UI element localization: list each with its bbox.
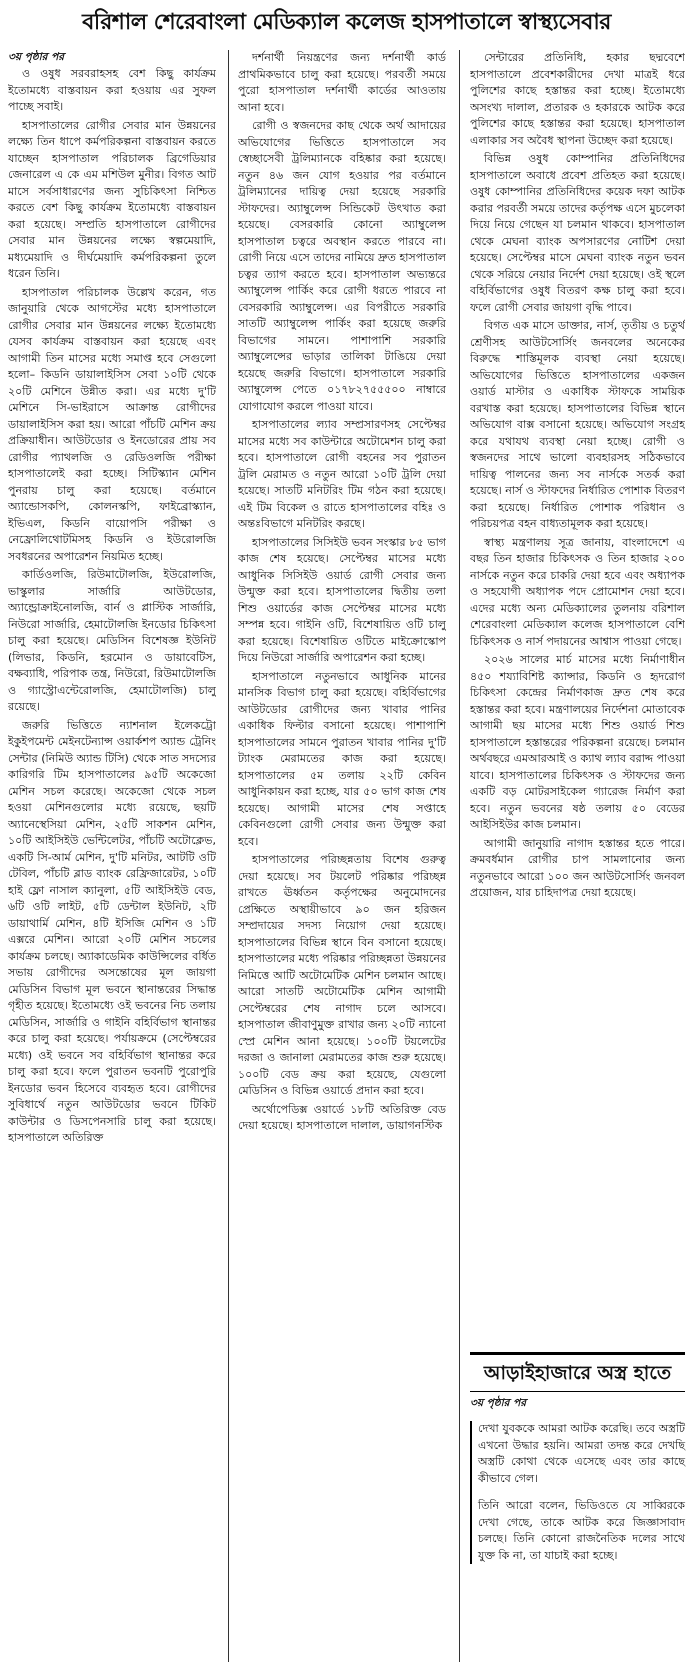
second-story	[470, 1352, 685, 1575]
paragraph: আগামী জানুয়ারি নাগাদ হস্তান্তর হতে পারে। ক্রমবর্ধমান রোগীর চাপ সামলানোর জন্য নতুনভাবে আরো ১০০ জন আউটসোর্সিং জনবল প্রয়োজন, যার চাহিদাপত্র দেয়া হয়েছে।	[470, 836, 685, 899]
second-story-headline: আড়াইহাজারে অস্ত্র হাতে	[470, 1352, 685, 1392]
paragraph: বিগত এক মাসে ডাক্তার, নার্স, তৃতীয় ও চতুর্থ শ্রেণীসহ আউটসোর্সিং জনবলের অনেকের বিরুদ্ধে শাস্তিমূলক ব্যবস্থা নেয়া হয়েছে। অভিযোগের ভিত্তিতে হাসপাতালের একজন ওয়ার্ড মাস্টার ও একাধিক স্টাফকে সাময়িক বরখাস্ত করা হয়েছে। হাসপাতালের বিভিন্ন স্থানে অভিযোগ বাক্স বসানো হয়েছে। অভিযোগ সংগ্রহ করে যথাযথ ব্যবস্থা নেয়া হচ্ছে। রোগী ও স্বজনদের সাথে ভালো ব্যবহারসহ সঠিকভাবে দায়িত্ব পালনের জন্য সব নার্সকে সতর্ক করা হয়েছে। নার্স ও স্টাফদের নির্ধারিত পোশাক বিতরণ করা হয়েছে। নির্ধারিত পোশাক পরিধান ও পরিচয়পত্র বহন বাধ্যতামূলক করা হয়েছে।	[470, 319, 685, 530]
paragraph: তিনি আরো বলেন, ভিডিওতে যে সাব্বিরকে দেখা গেছে, তাকে আটক করে জিজ্ঞাসাবাদ চলছে। তিনি কোনো রাজনৈতিক দলের সাথে যুক্ত কি না, তা যাচাই করা হচ্ছে।	[478, 1499, 685, 1562]
paragraph: বিভিন্ন ওষুধ কোম্পানির প্রতিনিধিদের হাসপাতালে অবাধে প্রবেশ প্রতিহত করা হয়েছে। ওষুধ কোম্পানির প্রতিনিধিদের কয়েক দফা আটক করার পরবর্তী সময়ে তাদের কর্তৃপক্ষ এসে মুচলেকা দিয়ে নিয়ে গেছেন যা চলমান থাকবে। হাসপাতাল থেকে মেঘনা ব্যাংক অপসারণের নোটিশ দেয়া হয়েছে। সেপ্টেম্বর মাসে মেঘনা ব্যাংক নতুন ভবন থেকে সরিয়ে নেয়ার নির্দেশ দেয়া হয়েছে। ওই স্থলে বহির্বিভাগের ওষুধ বিতরণ কক্ষ চালু করা হবে। ফলে রোগী সেবার জায়গা বৃদ্ধি পাবে।	[470, 152, 685, 314]
paragraph: দর্শনার্থী নিয়ন্ত্রণের জন্য দর্শনার্থী কার্ড প্রাথমিকভাবে চালু করা হয়েছে। পরবর্তী সময়ে পুরো হাসপাতাল দর্শনার্থী কার্ডের আওতায় আনা হবে।	[238, 51, 446, 114]
paragraph: ও ওষুধ সরবরাহসহ বেশ কিছু কার্যক্রম ইতোমধ্যে বাস্তবায়ন করা হওয়ায় এর সুফল পাচ্ছে সবাই।	[8, 67, 216, 113]
paragraph: দেখা যুবককে আমরা আটক করেছি। তবে অস্ত্রটি এখনো উদ্ধার হয়নি। আমরা তদন্ত করে দেখছি অস্ত্রটি কোথা থেকে এসেছে এবং তার কাছে কীভাবে গেল।	[478, 1422, 685, 1485]
paragraph: অর্থোপেডিক্স ওয়ার্ডে ১৮টি অতিরিক্ত বেড দেয়া হয়েছে। হাসপাতালে দালাল, ডায়াগনস্টিক	[238, 1102, 446, 1132]
paragraph: হাসপাতালের পরিচ্ছন্নতায় বিশেষ গুরুত্ব দেয়া হয়েছে। সব টয়লেট পরিষ্কার পরিচ্ছন্ন রাখতে ঊর্ধ্বতন কর্তৃপক্ষের অনুমোদনের প্রেক্ষিতে অস্থায়ীভাবে ৯০ জন হরিজন সম্প্রদায়ের সদস্য নিয়োগ দেয়া হয়েছে। হাসপাতালের বিভিন্ন স্থানে বিন বসানো হয়েছে। হাসপাতালের মধ্যে পরিষ্কার পরিচ্ছন্নতা উন্নয়নের নিমিত্তে আটি অটোমেটিক মেশিন চলমান আছে। আরো সাতটি অটোমেটিক মেশিন আগামী সেপ্টেম্বরের শেষ নাগাদ চলে আসবে। হাসপাতাল জীবাণুমুক্ত রাখার জন্য ২০টি ন্যানো স্প্রে মেশিন আনা হয়েছে। ১০০টি টয়লেটের দরজা ও জানালা মেরামতের কাজ শুরু হয়েছে। ১০০টি বেড ক্রয় করা হয়েছে, যেগুলো মেডিসিন ও বিভিন্ন ওয়ার্ডে প্রদান করা হবে।	[238, 853, 446, 1097]
paragraph: স্বাস্থ্য মন্ত্রণালয় সূত্র জানায়, বাংলাদেশে এ বছর তিন হাজার চিকিৎসক ও তিন হাজার ২০০ নার্সকে নতুন করে চাকরি দেয়া হবে এবং অধ্যাপক ও সহযোগী অধ্যাপক পদে প্রোমোশন দেয়া হবে। এদের মধ্যে অন্য মেডিক্যালের তুলনায় বরিশাল শেরেবাংলা মেডিক্যাল কলেজ হাসপাতালে বেশি চিকিৎসক ও নার্স পদায়নের আশ্বাস পাওয়া গেছে।	[470, 535, 685, 648]
continued-from-label: ৩য় পৃষ্ঠার পর	[470, 1397, 527, 1409]
paragraph: হাসপাতালের রোগীর সেবার মান উন্নয়নের লক্ষ্যে তিন ধাপে কর্মপরিকল্পনা বাস্তবায়ন করতে যাচ্ছেন হাসপাতাল পরিচালক ব্রিগেডিয়ার জেনারেল এ কে এম মশিউল মুনীর। বিগত আট মাসে সর্বসাধারণের জন্য সুচিকিৎসা নিশ্চিত করতে বেশ কিছু কার্যক্রম ইতোমধ্যে বাস্তবায়ন করা হয়েছে। সম্প্রতি হাসপাতালে রোগীদের সেবার মান উন্নয়নের লক্ষ্যে স্বল্পমেয়াদি, মধ্যমেয়াদি ও দীর্ঘমেয়াদি কর্মপরিকল্পনা তুলে ধরেন তিনি।	[8, 118, 216, 280]
paragraph: কার্ডিওলজি, রিউমাটোলজি, ইউরোলজি, ভাস্কুলার সার্জারি আউটডোর, অ্যান্ড্রোক্রাইনোলজি, বার্ন ও প্লাস্টিক সার্জারি, নিউরো সার্জারি, হেমাটোলজি ইনডোর চিকিৎসা চালু করা হয়েছে। মেডিসিন বিশেষজ্ঞ ইউনিট (লিভার, কিডনি, হরমোন ও ডায়াবেটিস, বক্ষব্যাধি, পরিপাক তন্ত্র, নিউরো, রিউমাটোলজি ও গ্যাস্ট্রোএন্টেরোলজি, হেমাটোলজি) চালু রয়েছে।	[8, 568, 216, 713]
headline: বরিশাল শেরেবাংলা মেডিক্যাল কলেজ হাসপাতালে স্বাস্থ্যসেবার	[82, 9, 611, 35]
paragraph: জরুরি ভিত্তিতে ন্যাশনাল ইলেকট্রো ইকুইপমেন্ট মেইনটেন্যান্স ওয়ার্কশপ অ্যান্ড ট্রেনিং সেন্টার (নিমিউ অ্যান্ড টিসি) থেকে সাত সদস্যের কারিগরি টিম হাসপাতালের ৯৫টি অকেজো মেশিন সচল করেছে। অকেজো থেকে সচল হওয়া মেশিনগুলোর মধ্যে রয়েছে, ছয়টি অ্যানেস্থেসিয়া মেশিন, ২৫টি সাকশন মেশিন, ১০টি আইসিইউ ভেন্টিলেটর, পাঁচটি অটোক্লেভ, একটি সি-আর্ম মেশিন, দু'টি মনিটর, আটটি ওটি টেবিল, পাঁচটি ব্লাড ব্যাংক রেফ্রিজারেটর, ১০টি হাই ফ্লো নাসাল ক্যানুলা, ৫টি আইসিইউ বেড, ৬টি ওটি লাইট, ৫টি ডেন্টাল ইউনিট, ২টি ডায়াথার্মি মেশিন, ৪টি ইসিজি মেশিন ও ১টি এক্সরে মেশিন। আরো ২০টি মেশিন সচলের কার্যক্রম চলছে। অ্যাকাডেমিক কাউন্সিলের বর্ধিত সভায় রোগীদের অসন্তোষের মূল জায়গা মেডিসিন বিভাগ মূল ভবনে স্থানান্তরের সিদ্ধান্ত গৃহীত হয়েছে। ইতোমধ্যে ওই ভবনের নিচ তলায় মেডিসিন, সার্জারি ও গাইনি বহির্বিভাগ স্থানান্তর করে চালু করা হয়েছে। পর্যায়ক্রমে (সেপ্টেম্বরের মধ্যে) ওই ভবনে সব বহির্বিভাগ স্থানান্তর করে চালু করা হবে। ফলে পুরাতন ভবনটি পুরোপুরি ইনডোর ভবন হিসেবে ব্যবহৃত হবে। রোগীদের সুবিধার্থে নতুন আউটডোর ভবনে টিকিট কাউন্টার ও ডিসপেনসারি চালু করা হয়েছে। হাসপাতালে অতিরিক্ত	[8, 718, 216, 1144]
paragraph: সেন্টারের প্রতিনিধি, হকার ছদ্মবেশে হাসপাতালে প্রবেশকারীদের দেখা মাত্রই ধরে পুলিশের কাছে হস্তান্তর করা হচ্ছে। ইতোমধ্যে অসংখ্য দালাল, প্রতারক ও হকারকে আটক করে পুলিশের কাছে হস্তান্তর করা হয়েছে। হাসপাতাল এলাকার সব অবৈধ স্থাপনা উচ্ছেদ করা হয়েছে।	[470, 51, 685, 147]
paragraph: ২০২৬ সালের মার্চ মাসের মধ্যে নির্মাণাধীন ৪৫০ শয্যাবিশিষ্ট ক্যান্সার, কিডনি ও হৃদরোগ চিকিৎসা কেন্দ্রের নির্মাণকাজ দ্রুত শেষ করে হস্তান্তর করা হবে। মন্ত্রণালয়ের নির্দেশনা মোতাবেক আগামী ছয় মাসের মধ্যে শিশু ওয়ার্ড শিশু হাসপাতালে হস্তান্তরের পরিকল্পনা রয়েছে। চলমান অর্থবছরে এমআরআই ও ক্যাথ ল্যাব বরাদ্দ পাওয়া যাবে। হাসপাতালের চিকিৎসক ও স্টাফদের জন্য একটি বড় মোটরসাইকেল গ্যারেজ নির্মাণ করা হবে। নতুন ভবনের ষষ্ঠ তলায় ৫০ বেডের আইসিইউর কাজ চলমান।	[470, 653, 685, 831]
paragraph: হাসপাতালে নতুনভাবে আধুনিক মানের মানসিক বিভাগ চালু করা হয়েছে। বহির্বিভাগের আউটডোর রোগীদের জন্য খাবার পানির একাধিক ফিল্টার বসানো হয়েছে। পাশাপাশি হাসপাতালের সামনে পুরাতন খাবার পানির দু'টি ট্যাংক মেরামতের কাজ করা হয়েছে। হাসপাতালের ৫ম তলায় ২২টি কেবিন আধুনিকায়ন করা হচ্ছে, যার ৫০ ভাগ কাজ শেষ হয়েছে। আগামী মাসের শেষ সপ্তাহে কেবিনগুলো রোগী সেবার জন্য উন্মুক্ত করা হবে।	[238, 669, 446, 848]
article-column-2	[238, 50, 446, 1662]
continued-from-label: ৩য় পৃষ্ঠার পর	[8, 51, 65, 63]
column-divider	[228, 50, 229, 1662]
paragraph: রোগী ও স্বজনদের কাছ থেকে অর্থ আদায়ের অভিযোগের ভিত্তিতে হাসপাতালে সব স্বেচ্ছাসেবী ট্রলিম্যানকে বহিষ্কার করা হয়েছে। নতুন ৪৬ জন যোগ হওয়ার পর বর্তমানে ট্রলিম্যানের দায়িত্ব দেয়া হয়েছে সরকারি স্টাফদের। অ্যাম্বুলেন্স সিন্ডিকেট উৎখাত করা হয়েছে। বেসরকারি কোনো অ্যাম্বুলেন্স হাসপাতাল চত্বরে অবস্থান করতে পারবে না। রোগী নিয়ে এসে তাদের নামিয়ে দ্রুত হাসপাতাল চত্বর ত্যাগ করতে হবে। হাসপাতাল অভ্যন্তরে অ্যাম্বুলেন্স পার্কিং করে রোগী ধরতে পারবে না বেসরকারি অ্যাম্বুলেন্স। এর বিপরীতে সরকারি সাতটি অ্যাম্বুলেন্স পার্কিং করা হয়েছে জরুরি বিভাগের সামনে। পাশাপাশি সরকারি অ্যাম্বুলেন্সের ভাড়ার তালিকা টাঙিয়ে দেয়া হয়েছে জরুরি বিভাগে। হাসপাতালে সরকারি অ্যাম্বুলেন্স পেতে ০১৭৮২৭৫৫৫০০ নাম্বারে যোগাযোগ করলে পাওয়া যাবে।	[238, 119, 446, 413]
article-column-1	[8, 50, 216, 1662]
paragraph: হাসপাতালের ল্যাব সম্প্রসারণসহ সেপ্টেম্বর মাসের মধ্যে সব কাউন্টারে অটোমেশন চালু করা হবে। হাসপাতালে রোগী বহনের সব পুরাতন ট্রলি মেরামত ও নতুন আরো ১০টি ট্রলি দেয়া হয়েছে। সাতটি মনিটরিং টিম গঠন করা হয়েছে। এই টিম বিকেল ও রাতে হাসপাতালের বহিঃ ও অন্তঃবিভাগে মনিটরিং করছে।	[238, 418, 446, 530]
column-divider	[459, 50, 460, 1662]
article-column-3	[470, 50, 685, 1346]
paragraph: হাসপাতালের সিসিইউ ভবন সংস্কার ৮৫ ভাগ কাজ শেষ হয়েছে। সেপ্টেম্বর মাসের মধ্যে আধুনিক সিসিইউ ওয়ার্ড রোগী সেবার জন্য উন্মুক্ত করা হবে। হাসপাতালের দ্বিতীয় তলা শিশু ওয়ার্ডের কাজ সেপ্টেম্বর মাসের মধ্যে সম্পন্ন হবে। গাইনি ওটি, বিশেষায়িত ওটি চালু করা হয়েছে। বিশেষায়িত ওটিতে মাইক্রোস্কোপ দিয়ে নিউরো সার্জারি অপারেশন করা হচ্ছে।	[238, 535, 446, 664]
paragraph: হাসপাতাল পরিচালক উল্লেখ করেন, গত জানুয়ারি থেকে আগস্টের মধ্যে হাসপাতালে রোগীর সেবার মান উন্নয়নের লক্ষ্যে ইতোমধ্যে যেসব কার্যক্রম বাস্তবায়ন করা হয়েছে এবং আগামী তিন মাসের মধ্যে সমাপ্ত হবে সেগুলো হলো– কিডনি ডায়ালাইসিস সেবা ১০টি থেকে ২০টি মেশিনে উন্নীত করা। এর মধ্যে দু'টি মেশিনে সি-ভাইরাসে আক্রান্ত রোগীদের ডায়ালাইসিস করা হয়। আরো পাঁচটি মেশিন ক্রয় প্রক্রিয়াধীন। আউটডোর ও ইনডোরের প্রায় সব রোগীর প্যাথলজি ও রেডিওলজি পরীক্ষা হাসপাতালেই করা হচ্ছে। সিটিস্ক্যান মেশিন পুনরায় চালু করা হয়েছে। বর্তমানে অ্যান্ডোসকপি, কোলনস্কপি, ফাইব্রোস্ক্যান, ইভিএল, কিডনি বায়োপসি পরীক্ষা ও নেফ্রোলিথোটমিসহ কিডনি ও ইউরোলজি সবধরনের অপারেশন নিয়মিত হচ্ছে।	[8, 285, 216, 563]
second-story-body	[470, 1421, 685, 1564]
